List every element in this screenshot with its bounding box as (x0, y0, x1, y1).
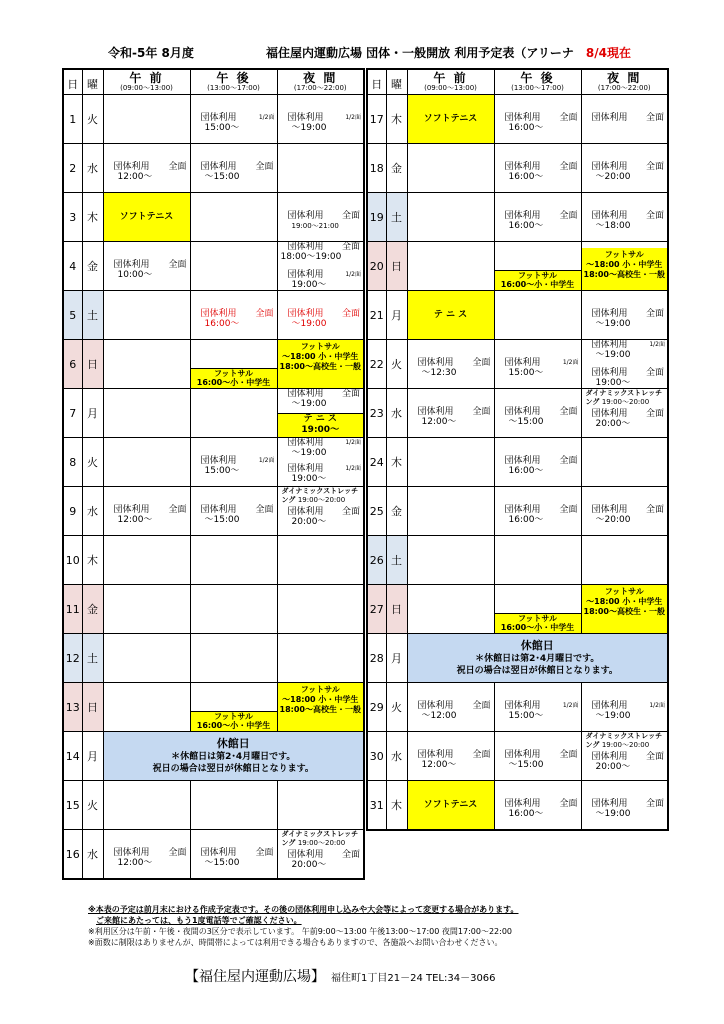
day-number: 26 (367, 536, 386, 585)
ev-slot (581, 536, 668, 585)
day-number: 1 (63, 95, 82, 144)
am-slot: 団体利用 全面 12:00～ (407, 389, 494, 438)
day-number: 22 (367, 340, 386, 389)
am-slot (407, 242, 494, 291)
day-number: 9 (63, 487, 82, 536)
day-row (367, 585, 668, 634)
day-number: 15 (63, 781, 82, 830)
ev-slot: 団体利用 全面 ～19:00 (581, 291, 668, 340)
pm-slot: フットサル 16:00～小・中学生 (494, 585, 581, 634)
facility-address: 福住町1丁目21－24 TEL:34－3066 (331, 973, 496, 984)
am-slot (103, 95, 190, 144)
day-number: 21 (367, 291, 386, 340)
schedule-table-right (366, 68, 669, 831)
day-of-week: 木 (386, 438, 407, 487)
pm-slot (190, 389, 277, 438)
day-of-week: 火 (82, 95, 103, 144)
ev-slot: 団体利用 全面 ～20:00 (581, 144, 668, 193)
page-title: 福住屋内運動広場 団体・一般開放 利用予定表（アリーナ 8/4現在 (266, 46, 631, 60)
ev-slot (277, 781, 364, 830)
note-4: ※面数に制限はありませんが、時間帯によっては利用できる場合もありますので、各施設へお問い合わせください。 (88, 938, 503, 947)
ev-slot: ダイナミックストレッチ ング 19:00～20:00 団体利用 全面 20:00～ (277, 830, 364, 880)
pm-slot: 団体利用 全面 16:00～ (494, 95, 581, 144)
col-dow: 曜 (82, 69, 103, 95)
am-slot (407, 144, 494, 193)
day-number: 28 (367, 634, 386, 683)
day-of-week: 水 (82, 144, 103, 193)
day-number: 4 (63, 242, 82, 291)
am-slot (103, 389, 190, 438)
day-row (63, 438, 364, 487)
pm-slot: 団体利用 全面 16:00～ (494, 781, 581, 831)
ev-slot: 団体利用 1/2面 ～19:00 団体利用 1/2面 19:00～ (277, 438, 364, 487)
ev-slot (581, 438, 668, 487)
ev-slot: 団体利用 全面 ～20:00 (581, 487, 668, 536)
day-row (63, 634, 364, 683)
col-dow: 曜 (386, 69, 407, 95)
day-row (367, 340, 668, 389)
day-row (63, 95, 364, 144)
day-row (367, 242, 668, 291)
pm-slot (190, 242, 277, 291)
ev-slot: 団体利用 1/2面 ～19:00 団体利用 全面 19:00～ (581, 340, 668, 389)
col-pm: 午 後 (13:00～17:00) (190, 69, 277, 95)
day-row (367, 487, 668, 536)
pm-slot (494, 291, 581, 340)
day-of-week: 金 (82, 242, 103, 291)
ev-slot: 団体利用 全面 ～19:00 (277, 291, 364, 340)
am-slot (103, 340, 190, 389)
as-of-date: 8/4現在 (585, 46, 631, 60)
pm-slot: 団体利用 全面 16:00～ (494, 487, 581, 536)
day-of-week: 水 (386, 389, 407, 438)
day-of-week: 木 (82, 536, 103, 585)
ev-slot: 団体利用 全面 18:00～19:00 団体利用 1/2面 19:00～ (277, 242, 364, 291)
day-of-week: 火 (82, 438, 103, 487)
pm-slot (190, 781, 277, 830)
day-number: 6 (63, 340, 82, 389)
day-number: 8 (63, 438, 82, 487)
facility-name: 【福住屋内運動広場】 (185, 969, 325, 985)
pm-slot: 団体利用 全面 16:00～ (190, 291, 277, 340)
day-number: 2 (63, 144, 82, 193)
pm-slot: フットサル 16:00～小・中学生 (190, 683, 277, 732)
am-slot (103, 634, 190, 683)
pm-slot: 団体利用 全面 16:00～ (494, 438, 581, 487)
am-slot: 団体利用 全面 12:00～ (407, 732, 494, 781)
ev-slot (277, 634, 364, 683)
report-month: 令和-5年 8月度 (108, 46, 194, 60)
day-number: 13 (63, 683, 82, 732)
day-of-week: 水 (82, 830, 103, 880)
day-row (63, 683, 364, 732)
day-of-week: 火 (386, 683, 407, 732)
day-row (63, 340, 364, 389)
day-of-week: 火 (82, 781, 103, 830)
pm-slot: 団体利用 全面 ～15:00 (190, 830, 277, 880)
am-slot: ソフトテニス (407, 95, 494, 144)
footer (185, 966, 496, 986)
am-slot: 団体利用 全面 12:00～ (103, 830, 190, 880)
pm-slot: 団体利用 全面 ～15:00 (494, 732, 581, 781)
day-number: 25 (367, 487, 386, 536)
day-row (63, 193, 364, 242)
ev-slot: 団体利用 全面 (581, 95, 668, 144)
ev-slot: 団体利用 1/2面 ～19:00 (277, 95, 364, 144)
day-of-week: 日 (386, 585, 407, 634)
day-row (367, 781, 668, 831)
day-row (367, 144, 668, 193)
day-number: 27 (367, 585, 386, 634)
am-slot: 団体利用 全面 12:00～ (103, 487, 190, 536)
pm-slot (494, 536, 581, 585)
day-of-week: 木 (386, 95, 407, 144)
day-of-week: 日 (82, 340, 103, 389)
am-slot (407, 438, 494, 487)
day-number: 10 (63, 536, 82, 585)
day-row (367, 193, 668, 242)
ev-slot: ダイナミックストレッチ ング 19:00～20:00 団体利用 全面 20:00～ (581, 389, 668, 438)
day-number: 17 (367, 95, 386, 144)
header-row (63, 69, 364, 95)
am-slot: 団体利用 全面 10:00～ (103, 242, 190, 291)
pm-slot: 団体利用 1/2面 15:00～ (494, 340, 581, 389)
day-number: 31 (367, 781, 386, 831)
day-number: 7 (63, 389, 82, 438)
day-of-week: 金 (82, 585, 103, 634)
day-of-week: 日 (386, 242, 407, 291)
am-slot (407, 536, 494, 585)
pm-slot: 団体利用 全面 ～15:00 (190, 487, 277, 536)
col-ev: 夜 間 (17:00～22:00) (581, 69, 668, 95)
day-number: 18 (367, 144, 386, 193)
day-number: 20 (367, 242, 386, 291)
am-slot: 団体利用 全面 ～12:00 (407, 683, 494, 732)
ev-slot (277, 585, 364, 634)
closed-notice: 休館日 ＊休館日は第2･4月曜日です。 祝日の場合は翌日が休館日となります。 (103, 732, 364, 781)
am-slot (407, 193, 494, 242)
day-of-week: 金 (386, 487, 407, 536)
day-row (63, 781, 364, 830)
col-day: 日 (367, 69, 386, 95)
note-3: ※利用区分は午前・午後・夜間の3区分で表示しています。 午前9:00～13:00 午後13:00～17:00 夜間17:00～22:00 (88, 927, 513, 936)
day-of-week: 土 (82, 634, 103, 683)
day-of-week: 土 (386, 536, 407, 585)
day-of-week: 水 (386, 732, 407, 781)
ev-slot: ダイナミックストレッチ ング 19:00～20:00 団体利用 全面 20:00～ (581, 732, 668, 781)
day-row (63, 585, 364, 634)
day-row (63, 144, 364, 193)
day-row (63, 732, 364, 781)
day-number: 11 (63, 585, 82, 634)
day-number: 29 (367, 683, 386, 732)
am-slot: テ ニ ス (407, 291, 494, 340)
ev-slot: フットサル ～18:00 小・中学生 18:00～高校生・一般 (581, 242, 668, 291)
day-row (367, 95, 668, 144)
day-number: 16 (63, 830, 82, 880)
day-row (367, 634, 668, 683)
col-day: 日 (63, 69, 82, 95)
pm-slot: 団体利用 1/2面 15:00～ (190, 95, 277, 144)
notes (88, 904, 519, 948)
pm-slot (190, 536, 277, 585)
ev-slot: フットサル ～18:00 小・中学生 18:00～高校生・一般 (277, 683, 364, 732)
ev-slot (277, 536, 364, 585)
day-row (63, 487, 364, 536)
note-2: ご来館にあたっては、もう1度電話等でご確認ください。 (96, 916, 302, 925)
ev-slot: 団体利用 全面 ～19:00 (581, 781, 668, 831)
col-am: 午 前 (09:00～13:00) (103, 69, 190, 95)
day-number: 3 (63, 193, 82, 242)
pm-slot: 団体利用 1/2面 15:00～ (190, 438, 277, 487)
closed-notice: 休館日 ＊休館日は第2･4月曜日です。 祝日の場合は翌日が休館日となります。 (407, 634, 668, 683)
day-row (63, 389, 364, 438)
am-slot: 団体利用 全面 12:00～ (103, 144, 190, 193)
day-number: 14 (63, 732, 82, 781)
header-row (367, 69, 668, 95)
ev-slot: 団体利用 全面 ～18:00 (581, 193, 668, 242)
day-row (63, 536, 364, 585)
pm-slot: フットサル 16:00～小・中学生 (190, 340, 277, 389)
pm-slot: 団体利用 全面 ～15:00 (494, 389, 581, 438)
am-slot (407, 487, 494, 536)
day-of-week: 月 (82, 732, 103, 781)
am-slot (407, 585, 494, 634)
day-of-week: 月 (386, 291, 407, 340)
col-am: 午 前 (09:00～13:00) (407, 69, 494, 95)
pm-slot: フットサル 16:00～小・中学生 (494, 242, 581, 291)
am-slot (103, 683, 190, 732)
day-number: 23 (367, 389, 386, 438)
day-number: 5 (63, 291, 82, 340)
am-slot (103, 438, 190, 487)
day-of-week: 日 (82, 683, 103, 732)
col-pm: 午 後 (13:00～17:00) (494, 69, 581, 95)
day-row (367, 291, 668, 340)
am-slot: 団体利用 全面 ～12:30 (407, 340, 494, 389)
ev-slot: ダイナミックストレッチ ング 19:00～20:00 団体利用 全面 20:00～ (277, 487, 364, 536)
ev-slot: フットサル ～18:00 小・中学生 18:00～高校生・一般 (277, 340, 364, 389)
pm-slot (190, 585, 277, 634)
pm-slot (190, 193, 277, 242)
day-row (367, 683, 668, 732)
am-slot: ソフトテニス (103, 193, 190, 242)
day-row (367, 389, 668, 438)
day-number: 19 (367, 193, 386, 242)
day-row (367, 438, 668, 487)
ev-slot: 団体利用 全面 ～19:00 テ ニ ス 19:00～ (277, 389, 364, 438)
note-1: ※本表の予定は前月末における作成予定表です。その後の団体利用申し込みや大会等によって変更する場合があります。 (88, 905, 519, 914)
day-number: 12 (63, 634, 82, 683)
pm-slot: 団体利用 全面 16:00～ (494, 144, 581, 193)
ev-slot: 団体利用 全面 19:00～21:00 (277, 193, 364, 242)
am-slot (103, 536, 190, 585)
day-of-week: 月 (386, 634, 407, 683)
col-ev: 夜 間 (17:00～22:00) (277, 69, 364, 95)
day-of-week: 火 (386, 340, 407, 389)
day-row (367, 536, 668, 585)
day-number: 30 (367, 732, 386, 781)
ev-slot (277, 144, 364, 193)
am-slot (103, 291, 190, 340)
pm-slot: 団体利用 1/2面 15:00～ (494, 683, 581, 732)
am-slot (103, 781, 190, 830)
day-row (63, 291, 364, 340)
page-header (0, 44, 724, 64)
day-row (63, 242, 364, 291)
ev-slot: フットサル ～18:00 小・中学生 18:00～高校生・一般 (581, 585, 668, 634)
schedule-table-left (62, 68, 365, 880)
pm-slot: 団体利用 全面 ～15:00 (190, 144, 277, 193)
day-of-week: 水 (82, 487, 103, 536)
day-row (63, 830, 364, 880)
pm-slot: 団体利用 全面 16:00～ (494, 193, 581, 242)
day-of-week: 月 (82, 389, 103, 438)
day-of-week: 土 (82, 291, 103, 340)
day-of-week: 木 (82, 193, 103, 242)
day-of-week: 土 (386, 193, 407, 242)
ev-slot: 団体利用 1/2面 ～19:00 (581, 683, 668, 732)
day-number: 24 (367, 438, 386, 487)
day-of-week: 金 (386, 144, 407, 193)
day-of-week: 木 (386, 781, 407, 831)
pm-slot (190, 634, 277, 683)
am-slot: ソフトテニス (407, 781, 494, 831)
day-row (367, 732, 668, 781)
am-slot (103, 585, 190, 634)
